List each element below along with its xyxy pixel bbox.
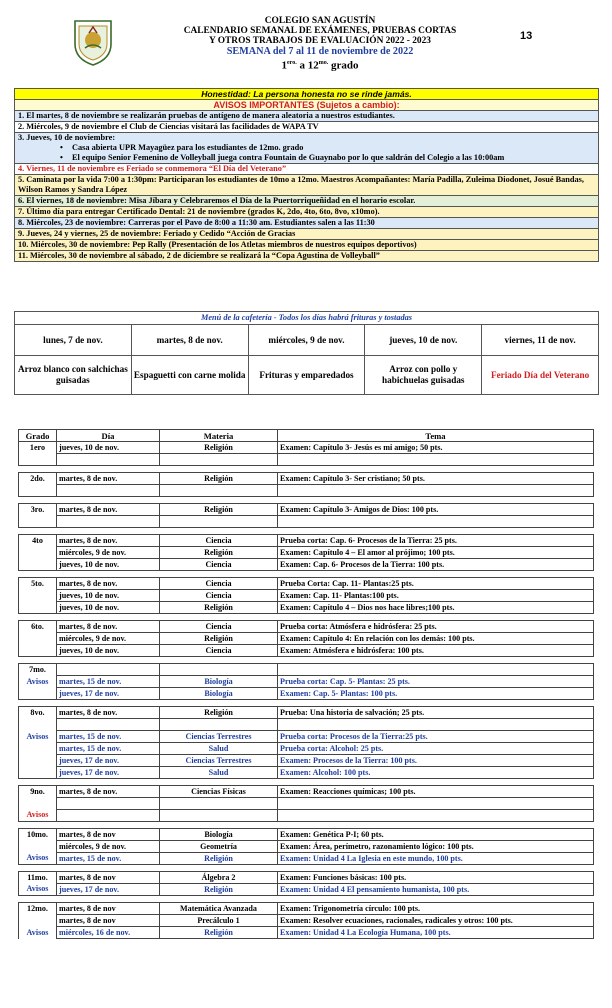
grade-cell xyxy=(19,633,57,645)
subject-cell: Álgebra 2 xyxy=(160,872,278,884)
subject-cell: Biología xyxy=(160,688,278,700)
menu-food: Arroz con pollo y habichuelas guisadas xyxy=(365,356,482,395)
subject-cell: Ciencia xyxy=(160,621,278,633)
group-separator xyxy=(19,896,594,903)
grade-cell: Avisos xyxy=(19,884,57,896)
motto: Honestidad: La persona honesta no se rinde jamás. xyxy=(15,89,599,100)
schedule-row xyxy=(19,578,594,590)
subject-cell xyxy=(160,719,278,731)
topic-cell xyxy=(278,664,594,676)
notice-item xyxy=(15,218,599,229)
notice-text: El viernes, 18 de noviembre: Misa Jíbara y Celebraremos el Día de la Puertorriqueñidad en el horario escolar. xyxy=(26,196,416,205)
subject-cell xyxy=(160,798,278,810)
subject-cell: Ciencia xyxy=(160,535,278,547)
grade-cell xyxy=(19,755,57,767)
grade-cell: 5to. xyxy=(19,578,57,590)
day-cell xyxy=(57,810,160,822)
schedule-row xyxy=(19,915,594,927)
notice-row xyxy=(15,111,599,122)
schedule-row xyxy=(19,719,594,731)
day-cell: miércoles, 9 de nov. xyxy=(57,633,160,645)
day-cell: jueves, 10 de nov. xyxy=(57,590,160,602)
grade-cell xyxy=(19,645,57,657)
day-cell: martes, 8 de nov. xyxy=(57,535,160,547)
subject-cell: Ciencia xyxy=(160,559,278,571)
schedule-row xyxy=(19,767,594,779)
topic-cell: Examen: Capítulo 4: En relación con los demás: 100 pts. xyxy=(278,633,594,645)
grade-cell: Avisos xyxy=(19,927,57,939)
menu-food: Feriado Día del Veterano xyxy=(482,356,599,395)
school-name: COLEGIO SAN AGUSTÍN xyxy=(264,16,376,26)
grade-cell xyxy=(19,915,57,927)
topic-cell: Examen: Capítulo 3- Amigos de Dios: 100 pts. xyxy=(278,504,594,516)
notice-text: Jueves, 24 y viernes, 25 de noviembre: Feriado y Cedido “Acción de Gracias xyxy=(26,229,296,238)
document-header xyxy=(0,16,612,86)
grade-cell: 4to xyxy=(19,535,57,547)
day-cell: jueves, 17 de nov. xyxy=(57,884,160,896)
notice-item xyxy=(15,164,599,175)
schedule-row xyxy=(19,645,594,657)
grade-cell: Avisos xyxy=(19,810,57,822)
day-cell xyxy=(57,798,160,810)
schedule-row xyxy=(19,590,594,602)
grade-cell: 7mo. xyxy=(19,664,57,676)
day-cell: jueves, 10 de nov. xyxy=(57,645,160,657)
topic-cell: Examen: Reacciones químicas; 100 pts. xyxy=(278,786,594,798)
day-cell: jueves, 10 de nov. xyxy=(57,602,160,614)
schedule-row xyxy=(19,621,594,633)
day-cell: martes, 8 de nov xyxy=(57,829,160,841)
subject-cell xyxy=(160,664,278,676)
topic-cell: Prueba Corta: Cap. 11- Plantas:25 pts. xyxy=(278,578,594,590)
grade-cell: 1ero xyxy=(19,442,57,454)
topic-cell: Prueba corta: Atmósfera e hidrósfera: 25 pts. xyxy=(278,621,594,633)
notice-item xyxy=(15,196,599,207)
day-cell: martes, 15 de nov. xyxy=(57,676,160,688)
notice-subitem: • Casa abierta UPR Mayagüez para los estudiantes de 12mo. grado xyxy=(72,143,595,153)
subject-cell: Ciencia xyxy=(160,645,278,657)
subject-cell: Religión xyxy=(160,927,278,939)
grade-cell xyxy=(19,547,57,559)
schedule-row xyxy=(19,535,594,547)
grade-cell xyxy=(19,719,57,731)
menu-day: martes, 8 de nov. xyxy=(131,325,248,356)
notice-item xyxy=(15,133,599,164)
notice-number: 6. xyxy=(18,196,27,205)
group-separator xyxy=(19,614,594,621)
grade-cell xyxy=(19,590,57,602)
grade-cell: 8vo. xyxy=(19,707,57,719)
notice-number: 4. xyxy=(18,164,27,173)
column-header: Tema xyxy=(278,430,594,442)
topic-cell: Examen: Resolver ecuaciones, racionales, radicales y otros: 100 pts. xyxy=(278,915,594,927)
day-cell: martes, 15 de nov. xyxy=(57,731,160,743)
schedule-row xyxy=(19,547,594,559)
day-cell: martes, 8 de nov. xyxy=(57,786,160,798)
grade-cell xyxy=(19,798,57,810)
notice-number: 1. xyxy=(18,111,27,120)
grade-cell: 11mo. xyxy=(19,872,57,884)
schedule-row xyxy=(19,743,594,755)
notice-item xyxy=(15,240,599,251)
notice-number: 3. xyxy=(18,133,27,142)
notice-item xyxy=(15,229,599,240)
schedule-row xyxy=(19,473,594,485)
schedule-row xyxy=(19,786,594,798)
notice-number: 5. xyxy=(18,175,27,184)
notice-row xyxy=(15,207,599,218)
grade-cell: 10mo. xyxy=(19,829,57,841)
schedule-row xyxy=(19,633,594,645)
schedule-row xyxy=(19,884,594,896)
notice-text: Viernes, 11 de noviembre es Feriado se conmemora “El Día del Veterano” xyxy=(26,164,287,173)
subject-cell: Biología xyxy=(160,829,278,841)
schedule-row xyxy=(19,927,594,939)
subject-cell: Ciencia xyxy=(160,578,278,590)
topic-cell: Examen: Procesos de la Tierra: 100 pts. xyxy=(278,755,594,767)
notice-row xyxy=(15,218,599,229)
topic-cell xyxy=(278,810,594,822)
menu-day: miércoles, 9 de nov. xyxy=(248,325,365,356)
title-line-2: CALENDARIO SEMANAL DE EXÁMENES, PRUEBAS CORTAS xyxy=(183,26,457,37)
grade-range: $1^{ero.}$ a $12^{mo.}$ grado xyxy=(281,59,359,72)
exam-schedule-table xyxy=(18,429,594,939)
day-cell: martes, 8 de nov. xyxy=(57,578,160,590)
grade-cell xyxy=(19,688,57,700)
subject-cell: Precálculo 1 xyxy=(160,915,278,927)
grade-cell xyxy=(19,767,57,779)
column-header: Día xyxy=(57,430,160,442)
notice-row xyxy=(15,196,599,207)
subject-cell: Religión xyxy=(160,633,278,645)
school-seal-icon xyxy=(72,18,114,66)
menu-food: Arroz blanco con salchichas guisadas xyxy=(15,356,132,395)
notice-row xyxy=(15,251,599,262)
topic-cell: Examen: Capítulo 3- Jesús es mi amigo; 50 pts. xyxy=(278,442,594,454)
topic-cell: Examen: Funciones básicas: 100 pts. xyxy=(278,872,594,884)
grade-cell: Avisos xyxy=(19,853,57,865)
day-cell: jueves, 17 de nov. xyxy=(57,755,160,767)
schedule-row xyxy=(19,810,594,822)
topic-cell: Prueba corta: Cap. 5- Plantas: 25 pts. xyxy=(278,676,594,688)
topic-cell: Examen: Unidad 4 El pensamiento humanista, 100 pts. xyxy=(278,884,594,896)
schedule-row-blank xyxy=(19,454,594,466)
schedule-row xyxy=(19,602,594,614)
schedule-row xyxy=(19,829,594,841)
subject-cell: Religión xyxy=(160,504,278,516)
day-cell: martes, 8 de nov. xyxy=(57,504,160,516)
topic-cell: Examen: Cap. 5- Plantas: 100 pts. xyxy=(278,688,594,700)
notice-text: Miércoles, 9 de noviembre el Club de Ciencias visitará las facilidades de WAPA TV xyxy=(26,122,319,131)
day-cell: jueves, 10 de nov. xyxy=(57,559,160,571)
grade-cell xyxy=(19,602,57,614)
notice-number: 10. xyxy=(18,240,31,249)
topic-cell: Prueba: Una historia de salvación; 25 pts. xyxy=(278,707,594,719)
subject-cell: Ciencias Físicas xyxy=(160,786,278,798)
day-cell: martes, 8 de nov. xyxy=(57,621,160,633)
notice-row xyxy=(15,122,599,133)
day-cell: martes, 15 de nov. xyxy=(57,743,160,755)
notices-table xyxy=(14,88,599,262)
subject-cell: Religión xyxy=(160,473,278,485)
notice-text: Miércoles, 30 de noviembre al sábado, 2 de diciembre se realizará la “Copa Agustina de Volleyball” xyxy=(30,251,380,260)
notice-item xyxy=(15,251,599,262)
topic-cell: Prueba corta: Procesos de la Tierra:25 pts. xyxy=(278,731,594,743)
schedule-row xyxy=(19,903,594,915)
topic-cell: Examen: Alcohol: 100 pts. xyxy=(278,767,594,779)
topic-cell: Examen: Genética P-I; 60 pts. xyxy=(278,829,594,841)
subject-cell: Ciencia xyxy=(160,590,278,602)
group-separator xyxy=(19,497,594,504)
notice-item xyxy=(15,122,599,133)
subject-cell: Salud xyxy=(160,767,278,779)
notice-sublist xyxy=(18,143,595,163)
day-cell: martes, 8 de nov xyxy=(57,915,160,927)
notice-subitem: • El equipo Senior Femenino de Volleyball juega contra Fountain de Guaynabo por lo que saldrán del Colegio a las 10:00am xyxy=(72,153,595,163)
notice-number: 8. xyxy=(18,218,27,227)
subject-cell xyxy=(160,810,278,822)
schedule-row-blank xyxy=(19,485,594,497)
day-cell: martes, 8 de nov. xyxy=(57,473,160,485)
schedule-row xyxy=(19,872,594,884)
title-line-3: Y OTROS TRABAJOS DE EVALUACIÓN 2022 - 2023 xyxy=(209,36,431,47)
group-separator xyxy=(19,822,594,829)
day-cell: jueves, 17 de nov. xyxy=(57,688,160,700)
notice-row xyxy=(15,240,599,251)
grade-cell xyxy=(19,841,57,853)
schedule-row xyxy=(19,853,594,865)
day-cell: miércoles, 9 de nov. xyxy=(57,841,160,853)
grade-cell: 2do. xyxy=(19,473,57,485)
subject-cell: Religión xyxy=(160,707,278,719)
topic-cell: Examen: Cap. 6- Procesos de la Tierra: 100 pts. xyxy=(278,559,594,571)
notice-text: El martes, 8 de noviembre se realizarán pruebas de antígeno de manera aleatoria a nuestros estudiantes. xyxy=(26,111,395,120)
topic-cell xyxy=(278,719,594,731)
schedule-row xyxy=(19,664,594,676)
subject-cell: Biología xyxy=(160,676,278,688)
column-header: Materia xyxy=(160,430,278,442)
day-cell: miércoles, 9 de nov. xyxy=(57,547,160,559)
topic-cell: Examen: Atmósfera e hidrósfera: 100 pts. xyxy=(278,645,594,657)
notice-row xyxy=(15,164,599,175)
schedule-row xyxy=(19,755,594,767)
grade-cell: 9no. xyxy=(19,786,57,798)
group-separator xyxy=(19,528,594,535)
notice-number: 9. xyxy=(18,229,27,238)
topic-cell xyxy=(278,798,594,810)
menu-food: Frituras y emparedados xyxy=(248,356,365,395)
subject-cell: Matemática Avanzada xyxy=(160,903,278,915)
menu-day: viernes, 11 de nov. xyxy=(482,325,599,356)
notice-text: Miércoles, 30 de noviembre: Pep Rally (Presentación de los Atletas miembros de nuestros equipos deportivos) xyxy=(30,240,417,249)
topic-cell: Prueba corta: Alcohol: 25 pts. xyxy=(278,743,594,755)
notice-row xyxy=(15,133,599,164)
day-cell: martes, 8 de nov xyxy=(57,903,160,915)
subject-cell: Ciencias Terrestres xyxy=(160,731,278,743)
day-cell xyxy=(57,719,160,731)
topic-cell: Examen: Área, perímetro, razonamiento lógico: 100 pts. xyxy=(278,841,594,853)
subject-cell: Religión xyxy=(160,853,278,865)
schedule-row xyxy=(19,798,594,810)
notice-item xyxy=(15,111,599,122)
subject-cell: Religión xyxy=(160,442,278,454)
notice-row xyxy=(15,229,599,240)
group-separator xyxy=(19,657,594,664)
grade-cell: Avisos xyxy=(19,676,57,688)
day-cell: jueves, 17 de nov. xyxy=(57,767,160,779)
grade-cell: 6to. xyxy=(19,621,57,633)
group-separator xyxy=(19,865,594,872)
topic-cell: Examen: Capítulo 4 – Dios nos hace libres;100 pts. xyxy=(278,602,594,614)
grade-cell xyxy=(19,743,57,755)
schedule-row xyxy=(19,731,594,743)
notice-item xyxy=(15,207,599,218)
notice-row xyxy=(15,175,599,196)
schedule-row xyxy=(19,504,594,516)
group-separator xyxy=(19,700,594,707)
notice-text: Miércoles, 23 de noviembre: Carreras por el Pavo de 8:00 a 11:30 am. Estudiantes salen a las 11:30 xyxy=(26,218,375,227)
menu-food: Espaguetti con carne molida xyxy=(131,356,248,395)
avisos-title: AVISOS IMPORTANTES (Sujetos a cambio): xyxy=(15,100,599,111)
schedule-row-blank xyxy=(19,516,594,528)
notice-text: Jueves, 10 de noviembre: xyxy=(26,133,116,142)
topic-cell: Examen: Capítulo 4 – El amor al prójimo; 100 pts. xyxy=(278,547,594,559)
subject-cell: Ciencias Terrestres xyxy=(160,755,278,767)
day-cell: martes, 8 de nov xyxy=(57,872,160,884)
notice-text: Último día para entregar Certificado Dental: 21 de noviembre (grados K, 2do, 4to, 6to, 8vo, x10mo). xyxy=(26,207,380,216)
grade-cell xyxy=(19,559,57,571)
subject-cell: Geometría xyxy=(160,841,278,853)
day-cell: miércoles, 16 de nov. xyxy=(57,927,160,939)
week-range: SEMANA del 7 al 11 de noviembre de 2022 xyxy=(226,45,414,57)
schedule-row xyxy=(19,676,594,688)
topic-cell: Examen: Unidad 4 La Ecología Humana, 100 pts. xyxy=(278,927,594,939)
schedule-row xyxy=(19,707,594,719)
day-cell: martes, 8 de nov. xyxy=(57,707,160,719)
schedule-row xyxy=(19,688,594,700)
cafeteria-menu-title: Menú de la cafetería - Todos los días habrá frituras y tostadas xyxy=(14,311,599,324)
group-separator xyxy=(19,571,594,578)
page-number: 13 xyxy=(520,30,533,42)
menu-day: lunes, 7 de nov. xyxy=(15,325,132,356)
topic-cell: Prueba corta: Cap. 6- Procesos de la Tierra: 25 pts. xyxy=(278,535,594,547)
notice-item xyxy=(15,175,599,196)
group-separator xyxy=(19,466,594,473)
column-header: Grado xyxy=(19,430,57,442)
topic-cell: Examen: Capítulo 3- Ser cristiano; 50 pts. xyxy=(278,473,594,485)
notice-number: 11. xyxy=(18,251,30,260)
topic-cell: Examen: Cap. 11- Plantas:100 pts. xyxy=(278,590,594,602)
grade-cell: Avisos xyxy=(19,731,57,743)
grade-cell: 3ro. xyxy=(19,504,57,516)
subject-cell: Religión xyxy=(160,884,278,896)
notice-text: Caminata por la vida 7:00 a 1:30pm: Participaran los estudiantes de 10mo a 12mo. Maestros Acompañantes: María Padilla, Zuleima Diodonet, Josué Bandas, Wilson Ramos y Sandra López xyxy=(18,175,584,194)
notice-number: 7. xyxy=(18,207,27,216)
topic-cell: Examen: Trigonometría círculo: 100 pts. xyxy=(278,903,594,915)
menu-day: jueves, 10 de nov. xyxy=(365,325,482,356)
schedule-row xyxy=(19,442,594,454)
subject-cell: Salud xyxy=(160,743,278,755)
notice-number: 2. xyxy=(18,122,27,131)
subject-cell: Religión xyxy=(160,547,278,559)
day-cell xyxy=(57,664,160,676)
cafeteria-menu xyxy=(14,324,599,395)
subject-cell: Religión xyxy=(160,602,278,614)
schedule-row xyxy=(19,559,594,571)
group-separator xyxy=(19,779,594,786)
grade-cell: 12mo. xyxy=(19,903,57,915)
topic-cell: Examen: Unidad 4 La Iglesia en este mundo, 100 pts. xyxy=(278,853,594,865)
day-cell: jueves, 10 de nov. xyxy=(57,442,160,454)
day-cell: martes, 15 de nov. xyxy=(57,853,160,865)
schedule-row xyxy=(19,841,594,853)
